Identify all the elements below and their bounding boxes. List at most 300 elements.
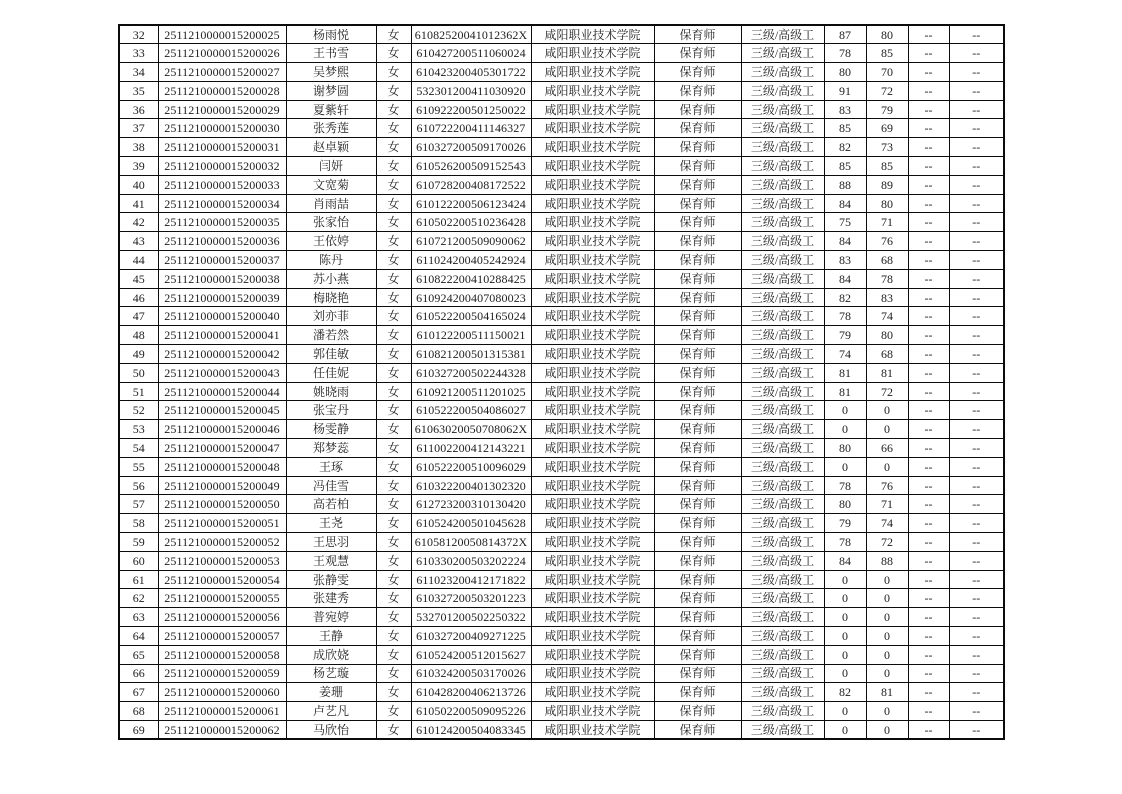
cell-gender: 女: [376, 363, 411, 382]
cell-placeholder-2: --: [949, 345, 1004, 364]
cell-placeholder-1: --: [908, 138, 949, 157]
cell-placeholder-1: --: [908, 326, 949, 345]
cell-placeholder-1: --: [908, 683, 949, 702]
cell-sequence-number: 65: [119, 645, 158, 664]
table-row: [119, 645, 1004, 664]
cell-placeholder-2: --: [949, 288, 1004, 307]
cell-name: 赵卓颖: [286, 138, 376, 157]
cell-id-card-number: 610124200504083345: [411, 720, 531, 739]
cell-score-theory: 84: [824, 194, 866, 213]
cell-placeholder-2: --: [949, 495, 1004, 514]
cell-exam-id: 2511210000015200050: [158, 495, 286, 514]
cell-placeholder-2: --: [949, 194, 1004, 213]
cell-score-theory: 81: [824, 382, 866, 401]
table-row: [119, 533, 1004, 552]
table-row: [119, 232, 1004, 251]
cell-sequence-number: 43: [119, 232, 158, 251]
cell-gender: 女: [376, 702, 411, 721]
cell-id-card-number: 610122200506123424: [411, 194, 531, 213]
cell-gender: 女: [376, 645, 411, 664]
cell-institution: 咸阳职业技术学院: [531, 194, 654, 213]
cell-skill-level: 三级/高级工: [741, 213, 824, 232]
cell-score-theory: 78: [824, 476, 866, 495]
cell-score-theory: 0: [824, 420, 866, 439]
cell-institution: 咸阳职业技术学院: [531, 25, 654, 44]
cell-gender: 女: [376, 194, 411, 213]
cell-placeholder-1: --: [908, 382, 949, 401]
cell-exam-id: 2511210000015200047: [158, 439, 286, 458]
table-row: [119, 251, 1004, 270]
cell-skill-level: 三级/高级工: [741, 194, 824, 213]
cell-gender: 女: [376, 514, 411, 533]
cell-placeholder-1: --: [908, 232, 949, 251]
cell-exam-id: 2511210000015200051: [158, 514, 286, 533]
cell-institution: 咸阳职业技术学院: [531, 345, 654, 364]
cell-score-theory: 0: [824, 645, 866, 664]
cell-id-card-number: 61082520041012362X: [411, 25, 531, 44]
cell-institution: 咸阳职业技术学院: [531, 702, 654, 721]
cell-score-practical: 71: [866, 495, 908, 514]
cell-occupation: 保育师: [654, 589, 741, 608]
cell-score-theory: 82: [824, 683, 866, 702]
cell-id-card-number: 610423200405301722: [411, 63, 531, 82]
cell-sequence-number: 40: [119, 175, 158, 194]
cell-occupation: 保育师: [654, 100, 741, 119]
cell-skill-level: 三级/高级工: [741, 326, 824, 345]
cell-score-practical: 68: [866, 345, 908, 364]
cell-gender: 女: [376, 420, 411, 439]
cell-exam-id: 2511210000015200036: [158, 232, 286, 251]
cell-institution: 咸阳职业技术学院: [531, 63, 654, 82]
cell-gender: 女: [376, 457, 411, 476]
cell-placeholder-2: --: [949, 514, 1004, 533]
cell-score-theory: 82: [824, 288, 866, 307]
cell-name: 成欣娆: [286, 645, 376, 664]
cell-occupation: 保育师: [654, 157, 741, 176]
cell-placeholder-2: --: [949, 382, 1004, 401]
cell-institution: 咸阳职业技术学院: [531, 251, 654, 270]
cell-score-practical: 89: [866, 175, 908, 194]
cell-occupation: 保育师: [654, 326, 741, 345]
cell-exam-id: 2511210000015200035: [158, 213, 286, 232]
cell-name: 普宛婷: [286, 608, 376, 627]
cell-occupation: 保育师: [654, 533, 741, 552]
cell-name: 刘亦菲: [286, 307, 376, 326]
cell-id-card-number: 610924200407080023: [411, 288, 531, 307]
cell-placeholder-1: --: [908, 570, 949, 589]
cell-gender: 女: [376, 25, 411, 44]
cell-id-card-number: 610922200501250022: [411, 100, 531, 119]
table-row: [119, 495, 1004, 514]
cell-id-card-number: 610327200503201223: [411, 589, 531, 608]
cell-skill-level: 三级/高级工: [741, 44, 824, 63]
cell-gender: 女: [376, 495, 411, 514]
cell-name: 王思羽: [286, 533, 376, 552]
cell-gender: 女: [376, 288, 411, 307]
cell-name: 王静: [286, 627, 376, 646]
cell-placeholder-1: --: [908, 25, 949, 44]
cell-id-card-number: 610522200504086027: [411, 401, 531, 420]
cell-id-card-number: 610502200510236428: [411, 213, 531, 232]
cell-placeholder-2: --: [949, 533, 1004, 552]
cell-name: 任佳妮: [286, 363, 376, 382]
cell-placeholder-1: --: [908, 627, 949, 646]
cell-placeholder-1: --: [908, 175, 949, 194]
cell-id-card-number: 610122200511150021: [411, 326, 531, 345]
cell-exam-id: 2511210000015200032: [158, 157, 286, 176]
cell-exam-id: 2511210000015200060: [158, 683, 286, 702]
cell-score-practical: 68: [866, 251, 908, 270]
table-row: [119, 175, 1004, 194]
cell-name: 吴梦熙: [286, 63, 376, 82]
cell-sequence-number: 67: [119, 683, 158, 702]
cell-id-card-number: 61058120050814372X: [411, 533, 531, 552]
cell-id-card-number: 610524200512015627: [411, 645, 531, 664]
table-row: [119, 44, 1004, 63]
cell-score-theory: 88: [824, 175, 866, 194]
cell-placeholder-1: --: [908, 194, 949, 213]
cell-occupation: 保育师: [654, 551, 741, 570]
cell-sequence-number: 68: [119, 702, 158, 721]
cell-sequence-number: 52: [119, 401, 158, 420]
cell-skill-level: 三级/高级工: [741, 457, 824, 476]
cell-institution: 咸阳职业技术学院: [531, 288, 654, 307]
cell-id-card-number: 611024200405242924: [411, 251, 531, 270]
cell-score-practical: 81: [866, 363, 908, 382]
cell-occupation: 保育师: [654, 664, 741, 683]
cell-placeholder-2: --: [949, 608, 1004, 627]
cell-name: 潘若然: [286, 326, 376, 345]
document-page: [118, 24, 1005, 740]
cell-placeholder-1: --: [908, 476, 949, 495]
cell-sequence-number: 59: [119, 533, 158, 552]
cell-occupation: 保育师: [654, 476, 741, 495]
cell-score-practical: 72: [866, 382, 908, 401]
cell-placeholder-1: --: [908, 363, 949, 382]
cell-exam-id: 2511210000015200027: [158, 63, 286, 82]
cell-exam-id: 2511210000015200040: [158, 307, 286, 326]
cell-score-theory: 84: [824, 269, 866, 288]
cell-institution: 咸阳职业技术学院: [531, 439, 654, 458]
cell-exam-id: 2511210000015200058: [158, 645, 286, 664]
cell-score-practical: 76: [866, 476, 908, 495]
table-row: [119, 119, 1004, 138]
cell-occupation: 保育师: [654, 63, 741, 82]
table-row: [119, 664, 1004, 683]
cell-score-theory: 78: [824, 44, 866, 63]
cell-sequence-number: 53: [119, 420, 158, 439]
cell-placeholder-2: --: [949, 25, 1004, 44]
cell-skill-level: 三级/高级工: [741, 495, 824, 514]
cell-placeholder-1: --: [908, 533, 949, 552]
cell-institution: 咸阳职业技术学院: [531, 157, 654, 176]
cell-score-practical: 79: [866, 100, 908, 119]
cell-exam-id: 2511210000015200045: [158, 401, 286, 420]
table-row: [119, 326, 1004, 345]
cell-occupation: 保育师: [654, 288, 741, 307]
cell-placeholder-1: --: [908, 495, 949, 514]
cell-sequence-number: 42: [119, 213, 158, 232]
cell-skill-level: 三级/高级工: [741, 589, 824, 608]
cell-score-practical: 0: [866, 720, 908, 739]
cell-occupation: 保育师: [654, 514, 741, 533]
cell-placeholder-1: --: [908, 157, 949, 176]
cell-sequence-number: 57: [119, 495, 158, 514]
cell-placeholder-2: --: [949, 44, 1004, 63]
cell-placeholder-2: --: [949, 476, 1004, 495]
cell-placeholder-1: --: [908, 288, 949, 307]
cell-sequence-number: 47: [119, 307, 158, 326]
cell-institution: 咸阳职业技术学院: [531, 213, 654, 232]
cell-gender: 女: [376, 608, 411, 627]
cell-gender: 女: [376, 533, 411, 552]
cell-skill-level: 三级/高级工: [741, 269, 824, 288]
cell-occupation: 保育师: [654, 457, 741, 476]
table-row: [119, 589, 1004, 608]
cell-score-theory: 87: [824, 25, 866, 44]
cell-exam-id: 2511210000015200033: [158, 175, 286, 194]
cell-sequence-number: 41: [119, 194, 158, 213]
table-row: [119, 514, 1004, 533]
cell-occupation: 保育师: [654, 25, 741, 44]
cell-sequence-number: 50: [119, 363, 158, 382]
cell-exam-id: 2511210000015200030: [158, 119, 286, 138]
cell-exam-id: 2511210000015200062: [158, 720, 286, 739]
cell-occupation: 保育师: [654, 683, 741, 702]
cell-sequence-number: 51: [119, 382, 158, 401]
cell-occupation: 保育师: [654, 363, 741, 382]
cell-gender: 女: [376, 251, 411, 270]
cell-occupation: 保育师: [654, 175, 741, 194]
cell-score-practical: 85: [866, 157, 908, 176]
cell-placeholder-1: --: [908, 645, 949, 664]
cell-score-theory: 85: [824, 157, 866, 176]
cell-name: 肖雨喆: [286, 194, 376, 213]
cell-occupation: 保育师: [654, 251, 741, 270]
table-row: [119, 551, 1004, 570]
cell-institution: 咸阳职业技术学院: [531, 457, 654, 476]
cell-score-practical: 70: [866, 63, 908, 82]
cell-id-card-number: 610322200401302320: [411, 476, 531, 495]
cell-score-theory: 83: [824, 251, 866, 270]
cell-exam-id: 2511210000015200041: [158, 326, 286, 345]
candidate-results-table: [118, 24, 1005, 740]
cell-gender: 女: [376, 63, 411, 82]
cell-id-card-number: 610728200408172522: [411, 175, 531, 194]
cell-placeholder-2: --: [949, 457, 1004, 476]
cell-skill-level: 三级/高级工: [741, 439, 824, 458]
cell-id-card-number: 610330200503202224: [411, 551, 531, 570]
cell-score-theory: 0: [824, 608, 866, 627]
cell-sequence-number: 46: [119, 288, 158, 307]
cell-skill-level: 三级/高级工: [741, 608, 824, 627]
cell-institution: 咸阳职业技术学院: [531, 44, 654, 63]
cell-placeholder-1: --: [908, 307, 949, 326]
cell-id-card-number: 610327200509170026: [411, 138, 531, 157]
cell-occupation: 保育师: [654, 138, 741, 157]
cell-occupation: 保育师: [654, 44, 741, 63]
cell-score-theory: 80: [824, 495, 866, 514]
cell-occupation: 保育师: [654, 307, 741, 326]
cell-institution: 咸阳职业技术学院: [531, 119, 654, 138]
cell-skill-level: 三级/高级工: [741, 100, 824, 119]
cell-skill-level: 三级/高级工: [741, 232, 824, 251]
cell-name: 杨雯静: [286, 420, 376, 439]
table-row: [119, 100, 1004, 119]
cell-exam-id: 2511210000015200038: [158, 269, 286, 288]
cell-id-card-number: 610526200509152543: [411, 157, 531, 176]
cell-gender: 女: [376, 401, 411, 420]
cell-score-practical: 85: [866, 44, 908, 63]
cell-exam-id: 2511210000015200025: [158, 25, 286, 44]
cell-skill-level: 三级/高级工: [741, 645, 824, 664]
table-row: [119, 194, 1004, 213]
cell-sequence-number: 36: [119, 100, 158, 119]
cell-name: 张宝丹: [286, 401, 376, 420]
cell-id-card-number: 610822200410288425: [411, 269, 531, 288]
cell-exam-id: 2511210000015200044: [158, 382, 286, 401]
cell-score-practical: 0: [866, 589, 908, 608]
cell-institution: 咸阳职业技术学院: [531, 683, 654, 702]
cell-skill-level: 三级/高级工: [741, 664, 824, 683]
table-row: [119, 420, 1004, 439]
cell-occupation: 保育师: [654, 232, 741, 251]
cell-placeholder-1: --: [908, 269, 949, 288]
cell-score-practical: 80: [866, 25, 908, 44]
cell-exam-id: 2511210000015200055: [158, 589, 286, 608]
cell-score-theory: 0: [824, 401, 866, 420]
cell-placeholder-1: --: [908, 44, 949, 63]
cell-skill-level: 三级/高级工: [741, 63, 824, 82]
cell-gender: 女: [376, 627, 411, 646]
cell-id-card-number: 610524200501045628: [411, 514, 531, 533]
cell-score-theory: 0: [824, 457, 866, 476]
table-row: [119, 570, 1004, 589]
cell-score-theory: 83: [824, 100, 866, 119]
cell-institution: 咸阳职业技术学院: [531, 608, 654, 627]
cell-skill-level: 三级/高级工: [741, 288, 824, 307]
cell-exam-id: 2511210000015200039: [158, 288, 286, 307]
cell-skill-level: 三级/高级工: [741, 138, 824, 157]
cell-gender: 女: [376, 439, 411, 458]
cell-score-practical: 0: [866, 401, 908, 420]
cell-occupation: 保育师: [654, 720, 741, 739]
cell-name: 苏小燕: [286, 269, 376, 288]
cell-score-practical: 80: [866, 326, 908, 345]
cell-exam-id: 2511210000015200052: [158, 533, 286, 552]
cell-institution: 咸阳职业技术学院: [531, 664, 654, 683]
cell-sequence-number: 60: [119, 551, 158, 570]
cell-score-theory: 0: [824, 570, 866, 589]
cell-score-theory: 85: [824, 119, 866, 138]
cell-gender: 女: [376, 551, 411, 570]
cell-skill-level: 三级/高级工: [741, 476, 824, 495]
cell-gender: 女: [376, 570, 411, 589]
cell-gender: 女: [376, 720, 411, 739]
cell-placeholder-2: --: [949, 645, 1004, 664]
cell-exam-id: 2511210000015200061: [158, 702, 286, 721]
cell-occupation: 保育师: [654, 213, 741, 232]
cell-institution: 咸阳职业技术学院: [531, 138, 654, 157]
cell-score-theory: 82: [824, 138, 866, 157]
cell-sequence-number: 34: [119, 63, 158, 82]
cell-score-practical: 76: [866, 232, 908, 251]
cell-score-practical: 74: [866, 307, 908, 326]
cell-placeholder-1: --: [908, 589, 949, 608]
cell-skill-level: 三级/高级工: [741, 720, 824, 739]
cell-name: 姚晓雨: [286, 382, 376, 401]
cell-score-practical: 66: [866, 439, 908, 458]
cell-placeholder-2: --: [949, 589, 1004, 608]
cell-score-theory: 91: [824, 81, 866, 100]
cell-exam-id: 2511210000015200059: [158, 664, 286, 683]
cell-sequence-number: 56: [119, 476, 158, 495]
cell-sequence-number: 61: [119, 570, 158, 589]
cell-score-practical: 80: [866, 194, 908, 213]
cell-institution: 咸阳职业技术学院: [531, 382, 654, 401]
cell-exam-id: 2511210000015200026: [158, 44, 286, 63]
cell-placeholder-1: --: [908, 251, 949, 270]
cell-sequence-number: 54: [119, 439, 158, 458]
cell-score-theory: 0: [824, 664, 866, 683]
cell-score-practical: 71: [866, 213, 908, 232]
cell-placeholder-2: --: [949, 420, 1004, 439]
cell-placeholder-1: --: [908, 401, 949, 420]
cell-name: 姜珊: [286, 683, 376, 702]
cell-id-card-number: 61063020050708062X: [411, 420, 531, 439]
cell-score-practical: 72: [866, 533, 908, 552]
cell-score-practical: 0: [866, 420, 908, 439]
cell-name: 王观慧: [286, 551, 376, 570]
cell-score-theory: 78: [824, 307, 866, 326]
cell-sequence-number: 37: [119, 119, 158, 138]
cell-placeholder-1: --: [908, 608, 949, 627]
cell-score-theory: 0: [824, 720, 866, 739]
cell-occupation: 保育师: [654, 627, 741, 646]
cell-sequence-number: 44: [119, 251, 158, 270]
cell-skill-level: 三级/高级工: [741, 570, 824, 589]
table-row: [119, 702, 1004, 721]
cell-score-practical: 74: [866, 514, 908, 533]
cell-gender: 女: [376, 138, 411, 157]
cell-occupation: 保育师: [654, 194, 741, 213]
cell-score-practical: 0: [866, 702, 908, 721]
cell-institution: 咸阳职业技术学院: [531, 363, 654, 382]
cell-placeholder-2: --: [949, 232, 1004, 251]
cell-id-card-number: 611023200412171822: [411, 570, 531, 589]
cell-sequence-number: 33: [119, 44, 158, 63]
cell-score-theory: 84: [824, 232, 866, 251]
cell-name: 张家怡: [286, 213, 376, 232]
cell-score-practical: 81: [866, 683, 908, 702]
cell-name: 夏紫轩: [286, 100, 376, 119]
cell-gender: 女: [376, 476, 411, 495]
cell-institution: 咸阳职业技术学院: [531, 401, 654, 420]
cell-id-card-number: 610327200502244328: [411, 363, 531, 382]
cell-id-card-number: 610722200411146327: [411, 119, 531, 138]
cell-score-practical: 72: [866, 81, 908, 100]
cell-name: 郭佳敏: [286, 345, 376, 364]
cell-placeholder-2: --: [949, 138, 1004, 157]
cell-institution: 咸阳职业技术学院: [531, 589, 654, 608]
cell-id-card-number: 611002200412143221: [411, 439, 531, 458]
cell-gender: 女: [376, 269, 411, 288]
cell-name: 闫妍: [286, 157, 376, 176]
cell-institution: 咸阳职业技术学院: [531, 326, 654, 345]
cell-id-card-number: 610427200511060024: [411, 44, 531, 63]
cell-skill-level: 三级/高级工: [741, 420, 824, 439]
cell-gender: 女: [376, 81, 411, 100]
